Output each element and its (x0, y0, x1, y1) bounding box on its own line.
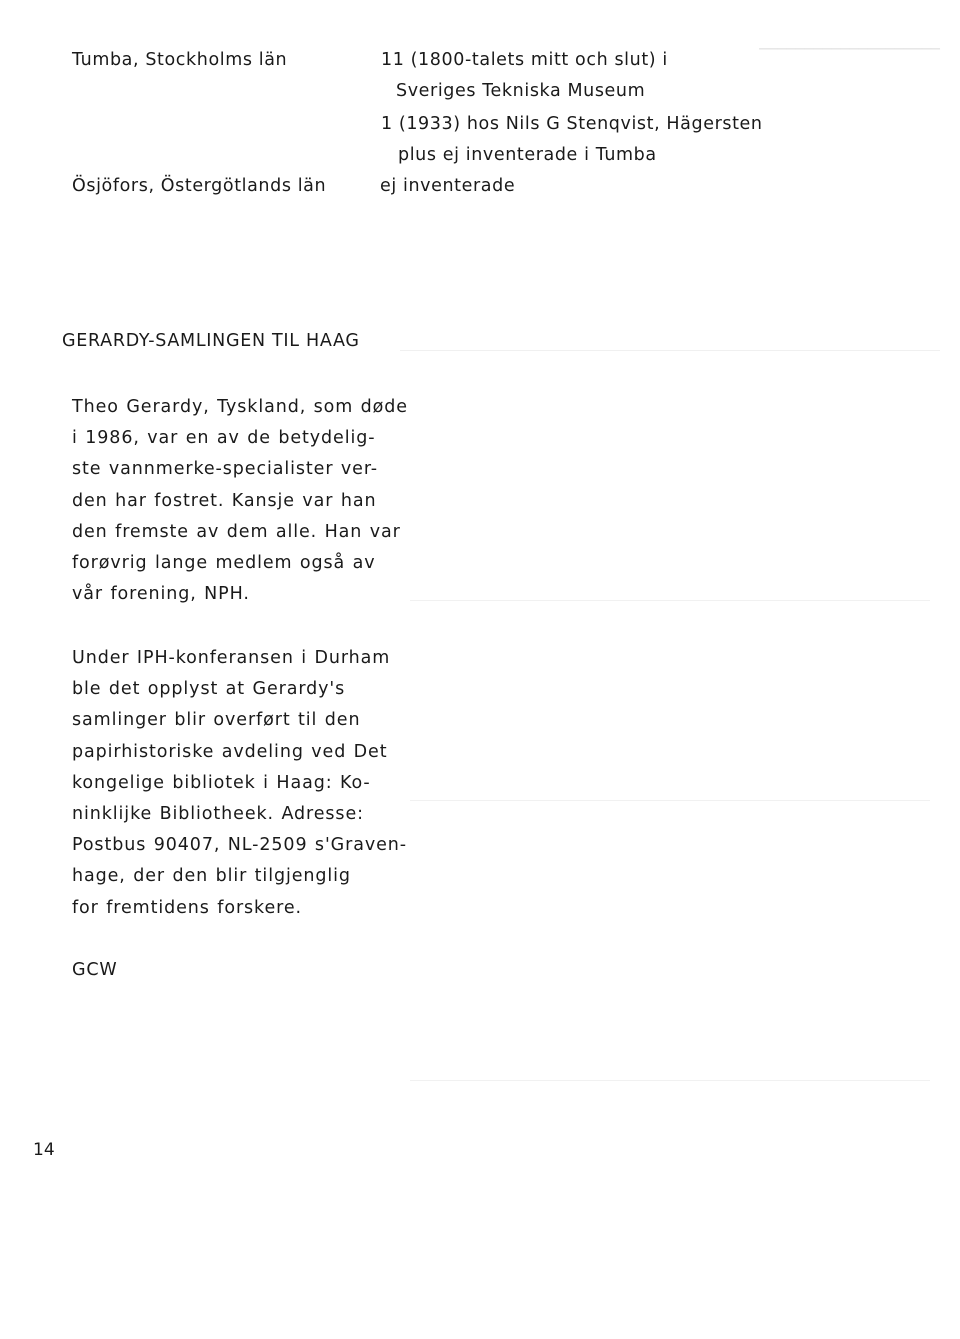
row-2-place: Ösjöfors, Östergötlands län (72, 176, 327, 196)
paragraph-2-line: for fremtidens forskere. (72, 897, 302, 918)
paragraph-1-line: den har fostret. Kansje var han (72, 490, 377, 511)
paragraph-2-line: ninklijke Bibliotheek. Adresse: (72, 804, 364, 825)
paragraph-2-line: Postbus 90407, NL-2509 s'Graven- (72, 835, 407, 856)
row-2-line-1: ej inventerade (380, 176, 516, 196)
paragraph-2 (72, 643, 407, 924)
section-heading: GERARDY-SAMLINGEN TIL HAAG (62, 331, 360, 351)
row-1-line-1: 11 (1800-talets mitt och slut) i (381, 50, 668, 70)
paragraph-2-line: ble det opplyst at Gerardy's (72, 679, 346, 700)
paragraph-1 (72, 392, 408, 610)
paragraph-2-line: Under IPH-konferansen i Durham (72, 648, 391, 668)
paragraph-2-line: samlinger blir overført til den (72, 710, 361, 731)
row-1-line-4: plus ej inventerade i Tumba (398, 145, 657, 165)
paragraph-2-line: papirhistoriske avdeling ved Det (72, 741, 388, 762)
row-1-line-2: Sveriges Tekniska Museum (396, 81, 646, 101)
paragraph-2-line: kongelige bibliotek i Haag: Ko- (72, 772, 371, 793)
paragraph-2-line: hage, der den blir tilgjenglig (72, 866, 351, 887)
row-1-place: Tumba, Stockholms län (72, 50, 288, 70)
page-number: 14 (33, 1140, 55, 1160)
reverse-side-show-through: ​──────────────────── (380, 0, 960, 1339)
paragraph-1-line: ste vannmerke-specialister ver- (72, 459, 379, 480)
paragraph-1-line: i 1986, var en av de betydelig- (72, 428, 376, 449)
row-1-line-3: 1 (1933) hos Nils G Stenqvist, Hägersten (381, 114, 763, 134)
paragraph-1-line: forøvrig lange medlem også av (72, 553, 376, 574)
paragraph-1-line: den fremste av dem alle. Han var (72, 521, 401, 542)
paragraph-1-line: Theo Gerardy, Tyskland, som døde (72, 397, 408, 417)
paragraph-1-line: vår forening, NPH. (72, 584, 250, 605)
author-signature: GCW (72, 960, 118, 980)
